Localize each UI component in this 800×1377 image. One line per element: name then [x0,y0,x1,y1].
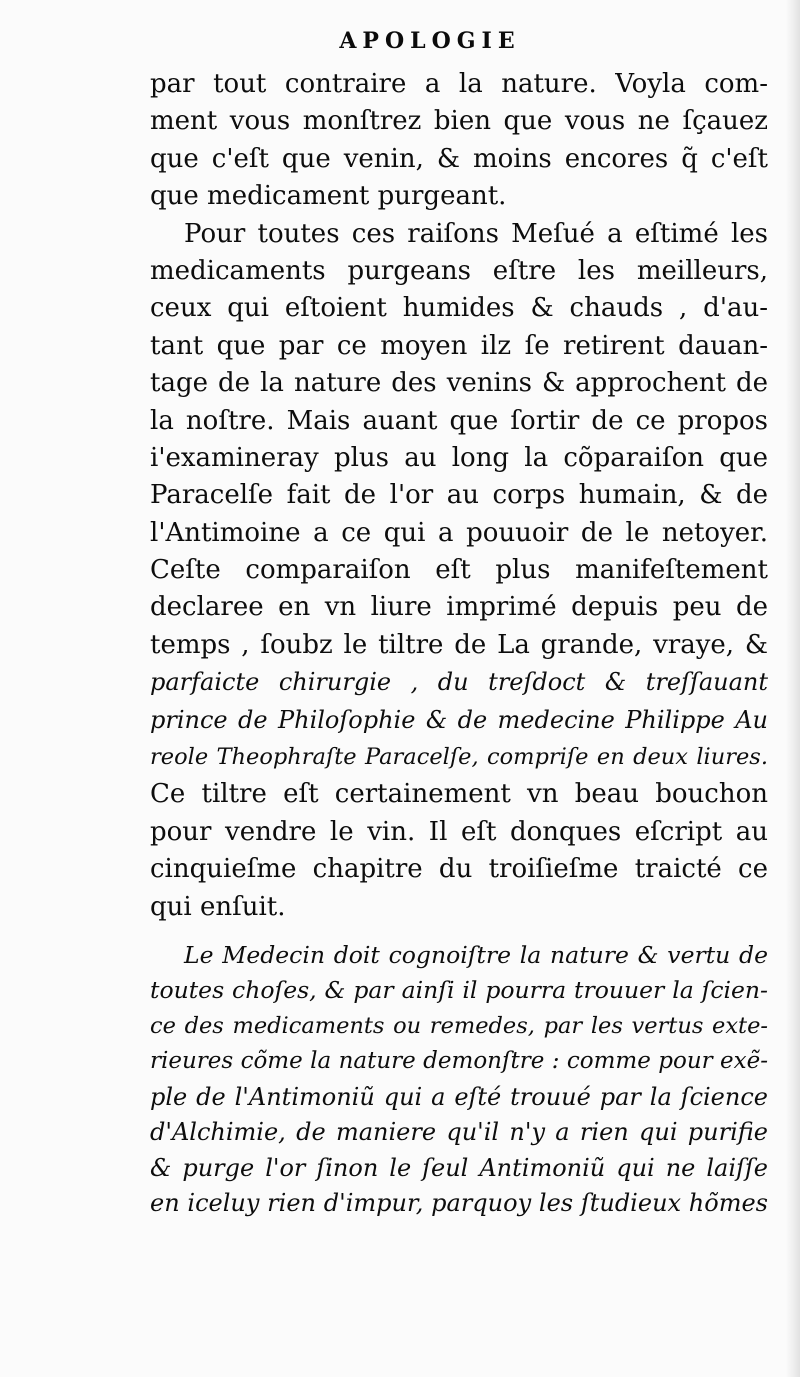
quote-line: rieures cõme la nature demonſtre : comme pour exẽ- [150,1048,768,1075]
text-line: Ceſte comparaiſon eſt plus manifeſtement [150,555,768,586]
text-line: Ce tiltre eſt certainement vn beau bouchon [150,779,768,810]
quoted-passage [150,938,768,1222]
text-line: que c'eſt que venin, & moins encores q̃ c'eſt [150,143,768,174]
text-line: temps , ſoubz le tiltre de La grande, vraye, & [150,629,768,660]
quote-line: en iceluy rien d'impur, parquoy les ſtudieux hõmes [150,1189,768,1218]
text-line: i'examineray plus au long la cõparaiſon que [150,442,768,473]
page-edge-shadow [786,0,800,1377]
text-line: l'Antimoine a ce qui a pouuoir de le netoyer. [150,517,768,548]
quote-line: toutes choſes, & par ainſi il pourra trouuer la ſcien- [150,976,768,1005]
text-line: tant que par ce moyen ilz ſe retirent dauan- [150,330,768,361]
text-line: qui enſuit. [150,891,286,922]
quote-line: ple de l'Antimoniũ qui a eſté trouué par la ſcience [150,1082,768,1111]
text-line: ceux qui eſtoient humides & chauds , d'au- [150,293,768,324]
body-paragraphs [150,66,768,938]
text-line: prince de Philoſophie & de medecine Philippe Au [150,705,768,734]
text-line: parfaicte chirurgie , du treſdoct & treſſauant [150,668,768,697]
running-head: APOLOGIE [339,28,521,54]
quote-line: d'Alchimie, de maniere qu'il n'y a rien qui purifie [150,1118,768,1147]
text-line: Pour toutes ces raiſons Meſué a eſtimé les [184,218,768,249]
text-line: par tout contraire a la nature. Voyla com- [150,69,768,99]
text-line: tage de la nature des venins & approchent de [150,368,768,399]
text-line: declaree en vn liure imprimé depuis peu de [150,592,768,623]
main-text [150,66,768,1222]
text-line: medicaments purgeans eſtre les meilleurs, [150,255,768,286]
text-line: cinquieſme chapitre du troiſieſme traicté ce [150,854,768,885]
text-line: pour vendre le vin. Il eſt donques eſcript au [150,816,768,847]
text-line: reole Theophraſte Paracelſe, compriſe en deux liures. [150,744,768,771]
text-line: Paracelſe fait de l'or au corps humain, & de [150,480,768,511]
text-line: ment vous monſtrez bien que vous ne ſçauez [150,106,768,137]
paragraph-gap [150,926,768,938]
quote-line: & purge l'or ſinon le ſeul Antimoniũ qui ne laiſſe [150,1153,768,1182]
text-line: la noſtre. Mais auant que ſortir de ce propos [150,405,768,436]
quote-line: ce des medicaments ou remedes, par les vertus exte- [150,1012,768,1039]
quote-line: Le Medecin doit cognoiſtre la nature & vertu de [184,940,768,969]
text-line: que medicament purgeant. [150,181,507,212]
